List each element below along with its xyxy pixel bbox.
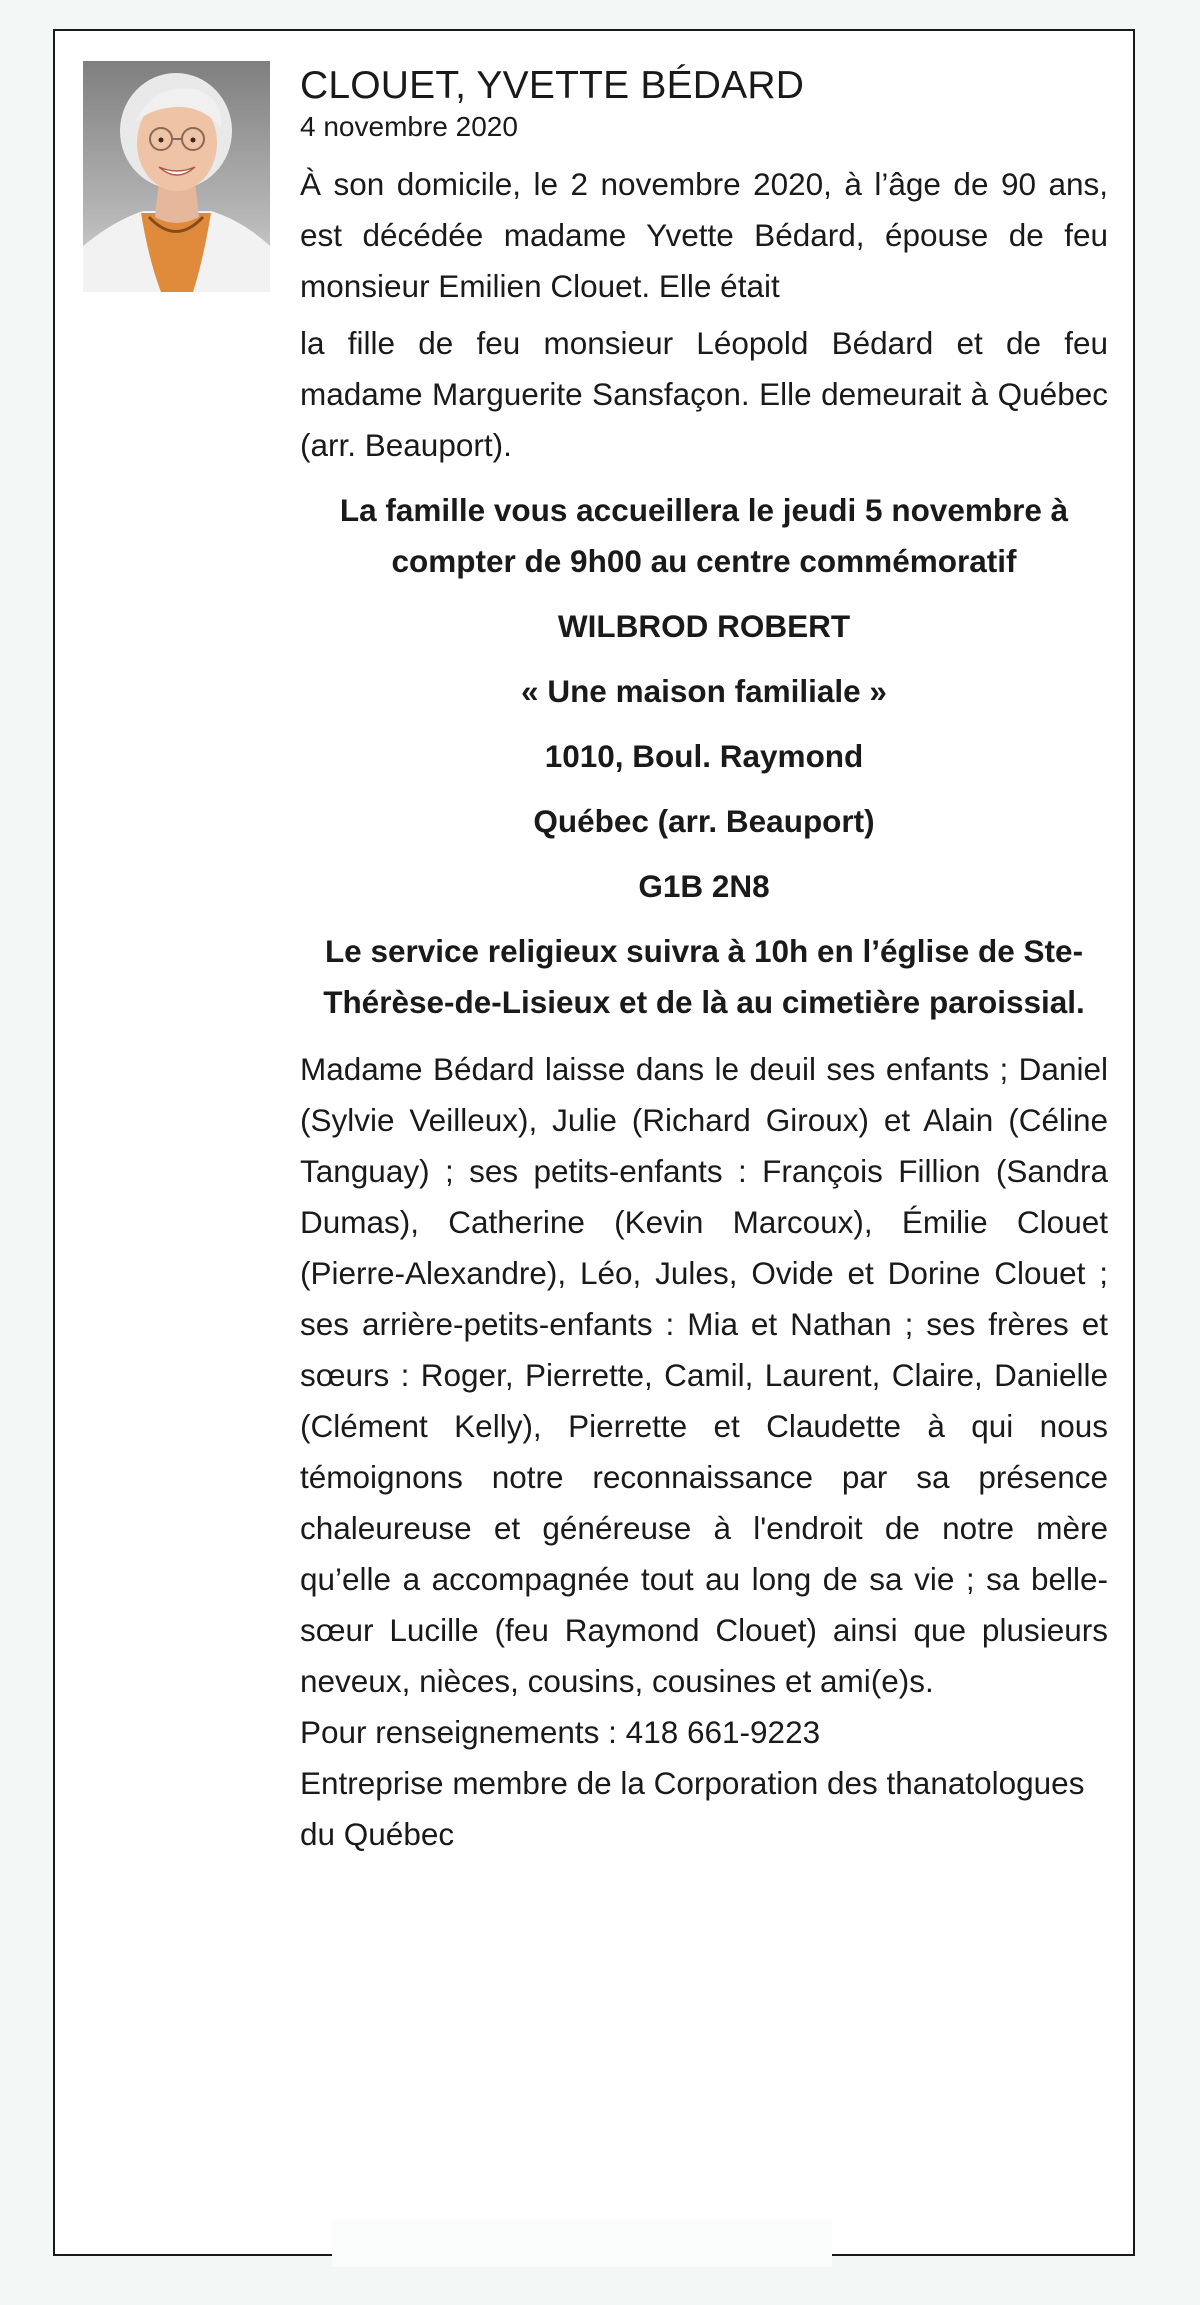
faint-footer-area [332, 2219, 832, 2267]
contact-info: Pour renseignements : 418 661-9223 [300, 1714, 821, 1750]
intro-paragraph-1: À son domicile, le 2 novembre 2020, à l’âge de 90 ans, est décédée madame Yvette Bédard, épouse de feu monsieur Emilien Clouet. Elle était [300, 166, 1108, 304]
funeral-center-slogan: « Une maison familiale » [521, 673, 887, 709]
obituary-card [53, 29, 1135, 2256]
religious-service-notice: Le service religieux suivra à 10h en l’église de Ste-Thérèse-de-Lisieux et de là au cimetière paroissial. [323, 933, 1085, 1020]
address-postal-code: G1B 2N8 [638, 868, 770, 904]
visitation-notice: La famille vous accueillera le jeudi 5 novembre à compter de 9h00 au centre commémoratif [339, 492, 1069, 579]
survivors-paragraph: Madame Bédard laisse dans le deuil ses enfants ; Daniel (Sylvie Veilleux), Julie (Richard Giroux) et Alain (Céline Tanguay) ; ses petits-enfants : François Fillion (Sandra Dumas), Catherine (Kevin Marcoux), Émilie Clouet (Pierre-Alexandre), Léo, Jules, Ovide et Dorine Clouet ; ses arrière-petits-enfants : Mia et Nathan ; ses frères et sœurs : Roger, Pierrette, Camil, Laurent, Claire, Danielle (Clément Kelly), Pierrette et Claudette à qui nous témoignons notre reconnaissance par sa présence chaleureuse et généreuse à l'endroit de notre mère qu’elle a accompagnée tout au long de sa vie ; sa belle-sœur Lucille (feu Raymond Clouet) ainsi que plusieurs neveux, nièces, cousins, cousines et ami(e)s. [300, 1051, 1108, 1699]
portrait-photo [83, 61, 270, 292]
address-city: Québec (arr. Beauport) [533, 803, 875, 839]
intro-paragraph-2: la fille de feu monsieur Léopold Bédard et de feu madame Marguerite Sansfaçon. Elle demeurait à Québec (arr. Beauport). [300, 325, 1108, 463]
obituary-content [300, 63, 1108, 1860]
membership-notice: Entreprise membre de la Corporation des thanatologues du Québec [300, 1765, 1085, 1852]
address-street: 1010, Boul. Raymond [544, 738, 864, 774]
funeral-center-name: WILBROD ROBERT [557, 608, 851, 644]
publication-date: 4 novembre 2020 [300, 111, 518, 142]
portrait-image [83, 61, 270, 292]
deceased-name: CLOUET, YVETTE BÉDARD [300, 64, 805, 107]
